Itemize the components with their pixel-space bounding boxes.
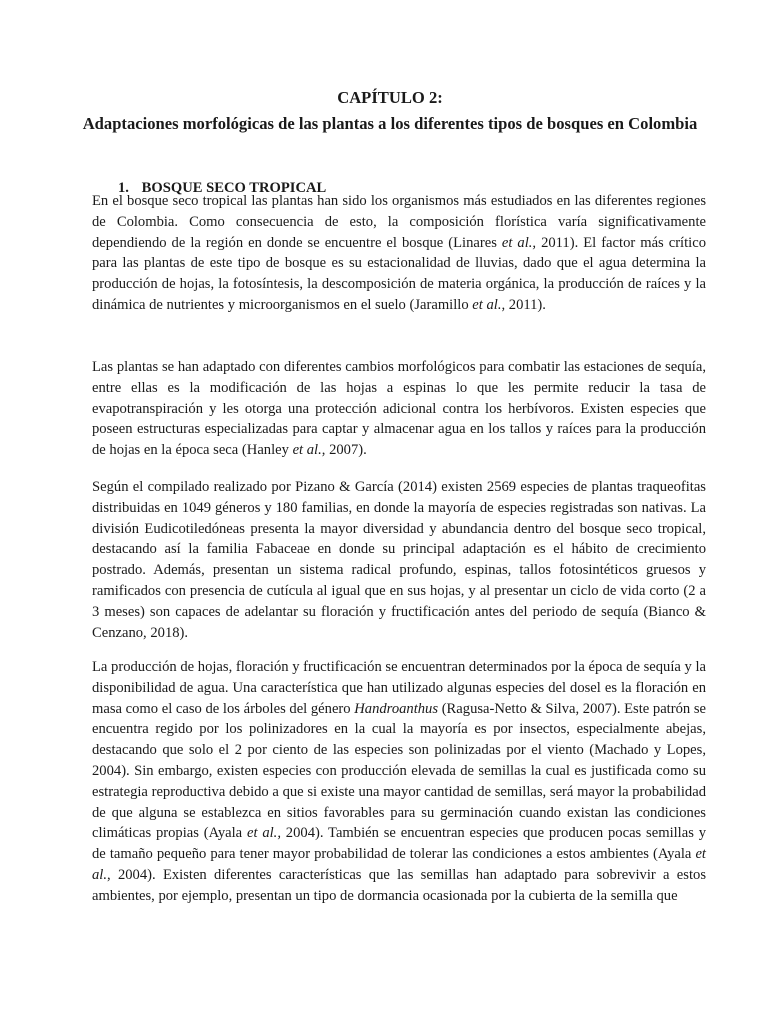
paragraph-text: La producción de hojas, floración y fructificación se encuentran determinados por la época de sequía y la disponibilidad de agua. Una característica que han utilizado algunas especies del dosel es la floración en masa como el caso de los árboles del género [92, 659, 706, 717]
section-title: BOSQUE SECO TROPICAL [141, 180, 327, 196]
paragraph-text: 2011). [505, 296, 546, 313]
italic-text: et al. [92, 846, 706, 883]
chapter-title: Adaptaciones morfológicas de las plantas a los diferentes tipos de bosques en Colombia [82, 114, 698, 133]
section-number: 1. [118, 180, 129, 196]
italic-text: et al., [246, 825, 281, 842]
paragraph-1 [92, 191, 706, 316]
paragraph-text: (Ragusa-Netto & Silva, 2007). Este patrón se encuentra regido por los polinizadores en la cual la mayoría es por insectos, especialmente abejas, destacando que solo el 2 por ciento de las especies son polinizadas por el viento (Machado y Lopes, 2004). Sin embargo, existen especies con producción elevada de semillas la cual es justificada como su estrategia reproductiva debido a que si existe una mayor cantidad de semillas, será mayor la probabilidad de que alguna se establezca en sitios favorables para su germinación cuando existan las condiciones climáticas propias (Ayala [92, 700, 706, 842]
paragraph-text: , 2004). Existen diferentes características que las semillas han adaptado para sobrevivir a estos ambientes, por ejemplo, presentan un tipo de dormancia ocasionada por la cubierta de la semilla que [92, 866, 706, 904]
italic-text: et al. [292, 442, 322, 459]
italic-text: et al., [472, 296, 506, 313]
paragraph-text: En el bosque seco tropical las plantas han sido los organismos más estudiados en las diferentes regiones de Colombia. Como consecuencia de esto, la composición florística varía significativamente dependiendo de la región en donde se encuentre el bosque (Linares [92, 193, 706, 251]
paragraph-text: 2011). El factor más crítico para las plantas de este tipo de bosque es su estacionalidad de lluvias, dado que el agua determina la producción de hojas, la fotosíntesis, la descomposición de materia orgánica, la producción de raíces y la dinámica de nutrientes y microorganismos en el suelo (Jaramillo [92, 234, 706, 313]
chapter-heading: CAPÍTULO 2: [337, 88, 443, 107]
italic-text: et al., [501, 234, 537, 251]
paragraph-4 [92, 657, 706, 907]
paragraph-text: , 2007). [321, 442, 367, 459]
paragraph-text: Las plantas se han adaptado con diferentes cambios morfológicos para combatir las estaciones de sequía, entre ellas es la modificación de las hojas a espinas lo que les permite reducir la tasa de evapotranspiración y les otorga una protección adicional contra los herbívoros. Existen especies que poseen estructuras especializadas para captar y almacenar agua en los tallos y raíces para la producción de hojas en la época seca (Hanley [92, 359, 706, 459]
italic-text: Handroanthus [354, 700, 439, 717]
paragraph-2 [92, 357, 706, 461]
paragraph-3: Según el compilado realizado por Pizano & García (2014) existen 2569 especies de plantas traqueofitas distribuidas en 1049 géneros y 180 familias, en donde la mayoría de especies registradas son nativas. La división Eudicotiledóneas presenta la mayor diversidad y abundancia dentro del bosque seco tropical, destacando así la familia Fabaceae en donde su principal adaptación es el hábito de crecimiento postrado. Además, presentan un sistema radical profundo, espinas, tallos fotosintéticos gruesos y ramificados con presencia de cutícula al igual que en sus hojas, y al presentar un ciclo de vida corto (2 a 3 meses) son capaces de adelantar su floración y fructificación antes del periodo de sequía (Bianco & Cenzano, 2018). [92, 479, 706, 641]
paragraph-text: 2004). También se encuentran especies que producen pocas semillas y de tamaño pequeño para tener mayor probabilidad de tolerar las condiciones a estos ambientes (Ayala [92, 825, 707, 863]
